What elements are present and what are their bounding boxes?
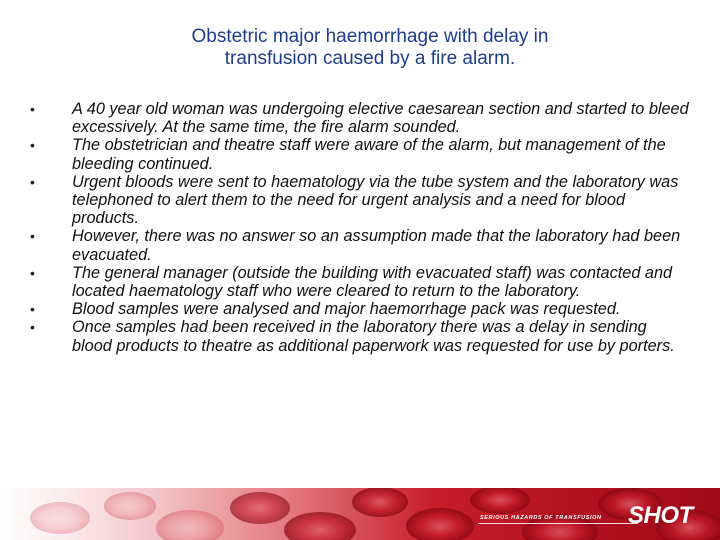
bullet-text: Urgent bloods were sent to haematology via the tube system and the laboratory was telephoned to alert them to the need for urgent analysis and a need for blood products. — [72, 172, 679, 228]
bullet-item — [30, 136, 690, 172]
bullet-text: The obstetrician and theatre staff were aware of the alarm, but management of the bleeding continued. — [72, 136, 666, 173]
bullet-list — [30, 100, 690, 355]
bullet-glyph: • — [30, 101, 35, 117]
bullet-item — [30, 300, 690, 318]
bullet-item — [30, 227, 690, 263]
tagline-rule — [478, 523, 638, 524]
slide-title-line-2: transfusion caused by a fire alarm. — [224, 48, 516, 69]
slide-title — [110, 26, 630, 70]
bullet-text: Blood samples were analysed and major haemorrhage pack was requested. — [72, 300, 621, 319]
bullet-text: A 40 year old woman was undergoing elective caesarean section and started to bleed excessively. At the same time, the fire alarm sounded. — [72, 100, 689, 137]
bullet-item — [30, 100, 690, 136]
bullet-item — [30, 264, 690, 300]
bullet-text: The general manager (outside the building with evacuated staff) was contacted and located haematology staff who were cleared to return to the laboratory. — [72, 263, 673, 301]
tagline: SERIOUS HAZARDS OF TRANSFUSION — [480, 515, 602, 521]
bullet-glyph: • — [30, 173, 35, 190]
bullet-text: Once samples had been received in the laboratory there was a delay in sending blood products to theatre as additional paperwork was requested for use by porters. — [72, 318, 675, 355]
bullet-glyph: • — [30, 137, 35, 154]
bullet-glyph: • — [30, 264, 35, 281]
bullet-item — [30, 173, 690, 228]
bullet-text: However, there was no answer so an assumption made that the laboratory had been evacuated. — [72, 227, 681, 264]
bullet-glyph: • — [30, 301, 35, 318]
bullet-glyph: • — [30, 319, 35, 336]
bullet-item — [30, 318, 690, 354]
slide-title-line-1: Obstetric major haemorrhage with delay in — [191, 26, 549, 47]
footer-banner — [0, 488, 720, 540]
bullet-glyph: • — [30, 228, 35, 245]
shot-logo: SHOT — [628, 502, 693, 529]
blood-cells-background — [0, 488, 720, 540]
